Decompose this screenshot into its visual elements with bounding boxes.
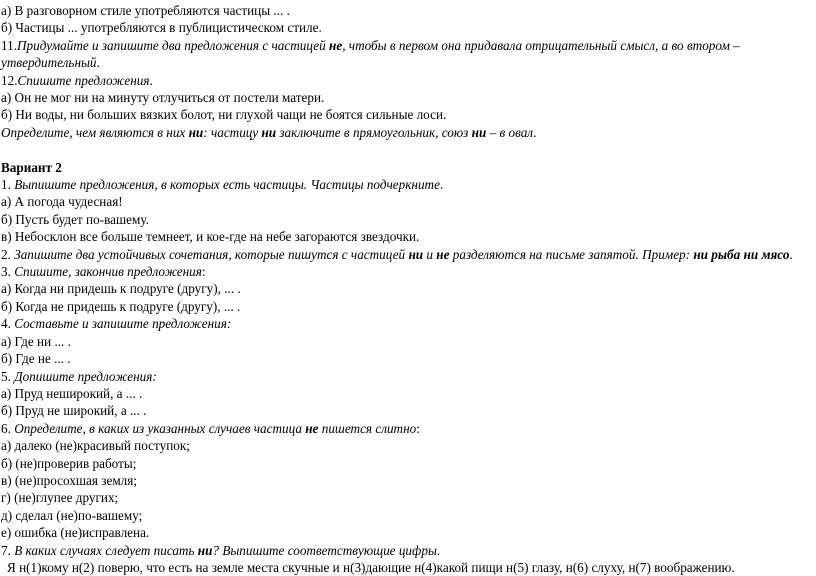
task-v6-a: а) далеко (не)красивый поступок; (1, 438, 190, 454)
task-v6: 6. Определите, в каких из указанных случаев частица не пишется слитно: (1, 420, 420, 436)
task-v4-a: а) Где ни ... . (1, 333, 71, 349)
task-v6-e: д) сделал (не)по-вашему; (1, 507, 143, 523)
task-v1-c: в) Небосклон все больше темнеет, и кое-где на небе загораются звездочки. (1, 229, 420, 245)
task-v2: 2. Запишите два устойчивых сочетания, которые пишутся с частицей ни и не разделяются на письме запятой. Пример: ни рыба ни мясо. (1, 246, 793, 262)
task-12: 12.Спишите предложения. (1, 72, 153, 88)
task-v1: 1. Выпишите предложения, в которых есть частицы. Частицы подчеркните. (1, 177, 444, 193)
task-12-question: Определите, чем являются в них ни: частицу ни заключите в прямоугольник, союз ни – в овал. (1, 124, 537, 140)
task-v7: 7. В каких случаях следует писать ни? Выпишите соответствующие цифры. (1, 542, 441, 558)
line-top-b: б) Частицы ... употребляются в публицистическом стиле. (1, 20, 322, 36)
document (1, 2, 815, 576)
task-v3-b: б) Когда не придешь к подруге (другу), ... . (1, 298, 241, 314)
task-v3-a: а) Когда ни придешь к подруге (другу), ... . (1, 281, 241, 297)
task-v5-a: а) Пруд неширокий, а ... . (1, 385, 143, 401)
task-v6-d: г) (не)глупее других; (1, 490, 119, 506)
task-v3: 3. Спишите, закончив предложения: (1, 264, 206, 280)
task-v6-b: б) (не)проверив работы; (1, 455, 137, 471)
task-v6-c: в) (не)просохшая земля; (1, 472, 137, 488)
task-v4-b: б) Где не ... . (1, 351, 71, 367)
task-v6-f: е) ошибка (не)исправлена. (1, 525, 150, 541)
task-12-a: а) Он не мог ни на минуту отлучиться от постели матери. (1, 90, 325, 106)
task-v5: 5. Допишите предложения: (1, 368, 157, 384)
task-v4: 4. Составьте и запишите предложения: (1, 316, 232, 332)
task-12-b: б) Ни воды, ни больших вязких болот, ни глухой чащи не боятся сильные лоси. (1, 107, 447, 123)
task-v5-b: б) Пруд не широкий, а ... . (1, 403, 147, 419)
line-top-a: а) В разговорном стиле употребляются частицы ... . (1, 3, 290, 18)
spacer (1, 141, 815, 158)
task-11: 11.Придумайте и запишите два предложения с частицей не, чтобы в первом она придавала отрицательный смысл, а во втором – утвердительный. (1, 37, 740, 71)
task-v1-a: а) А погода чудесная! (1, 194, 123, 210)
task-v1-b: б) Пусть будет по-вашему. (1, 211, 149, 227)
task-v7-text: Я н(1)кому н(2) поверю, что есть на земле места скучные и н(3)дающие н(4)какой пищи н(5) глазу, н(6) слуху, н(7) воображению. (7, 559, 735, 575)
variant-heading: Вариант 2 (1, 159, 62, 175)
